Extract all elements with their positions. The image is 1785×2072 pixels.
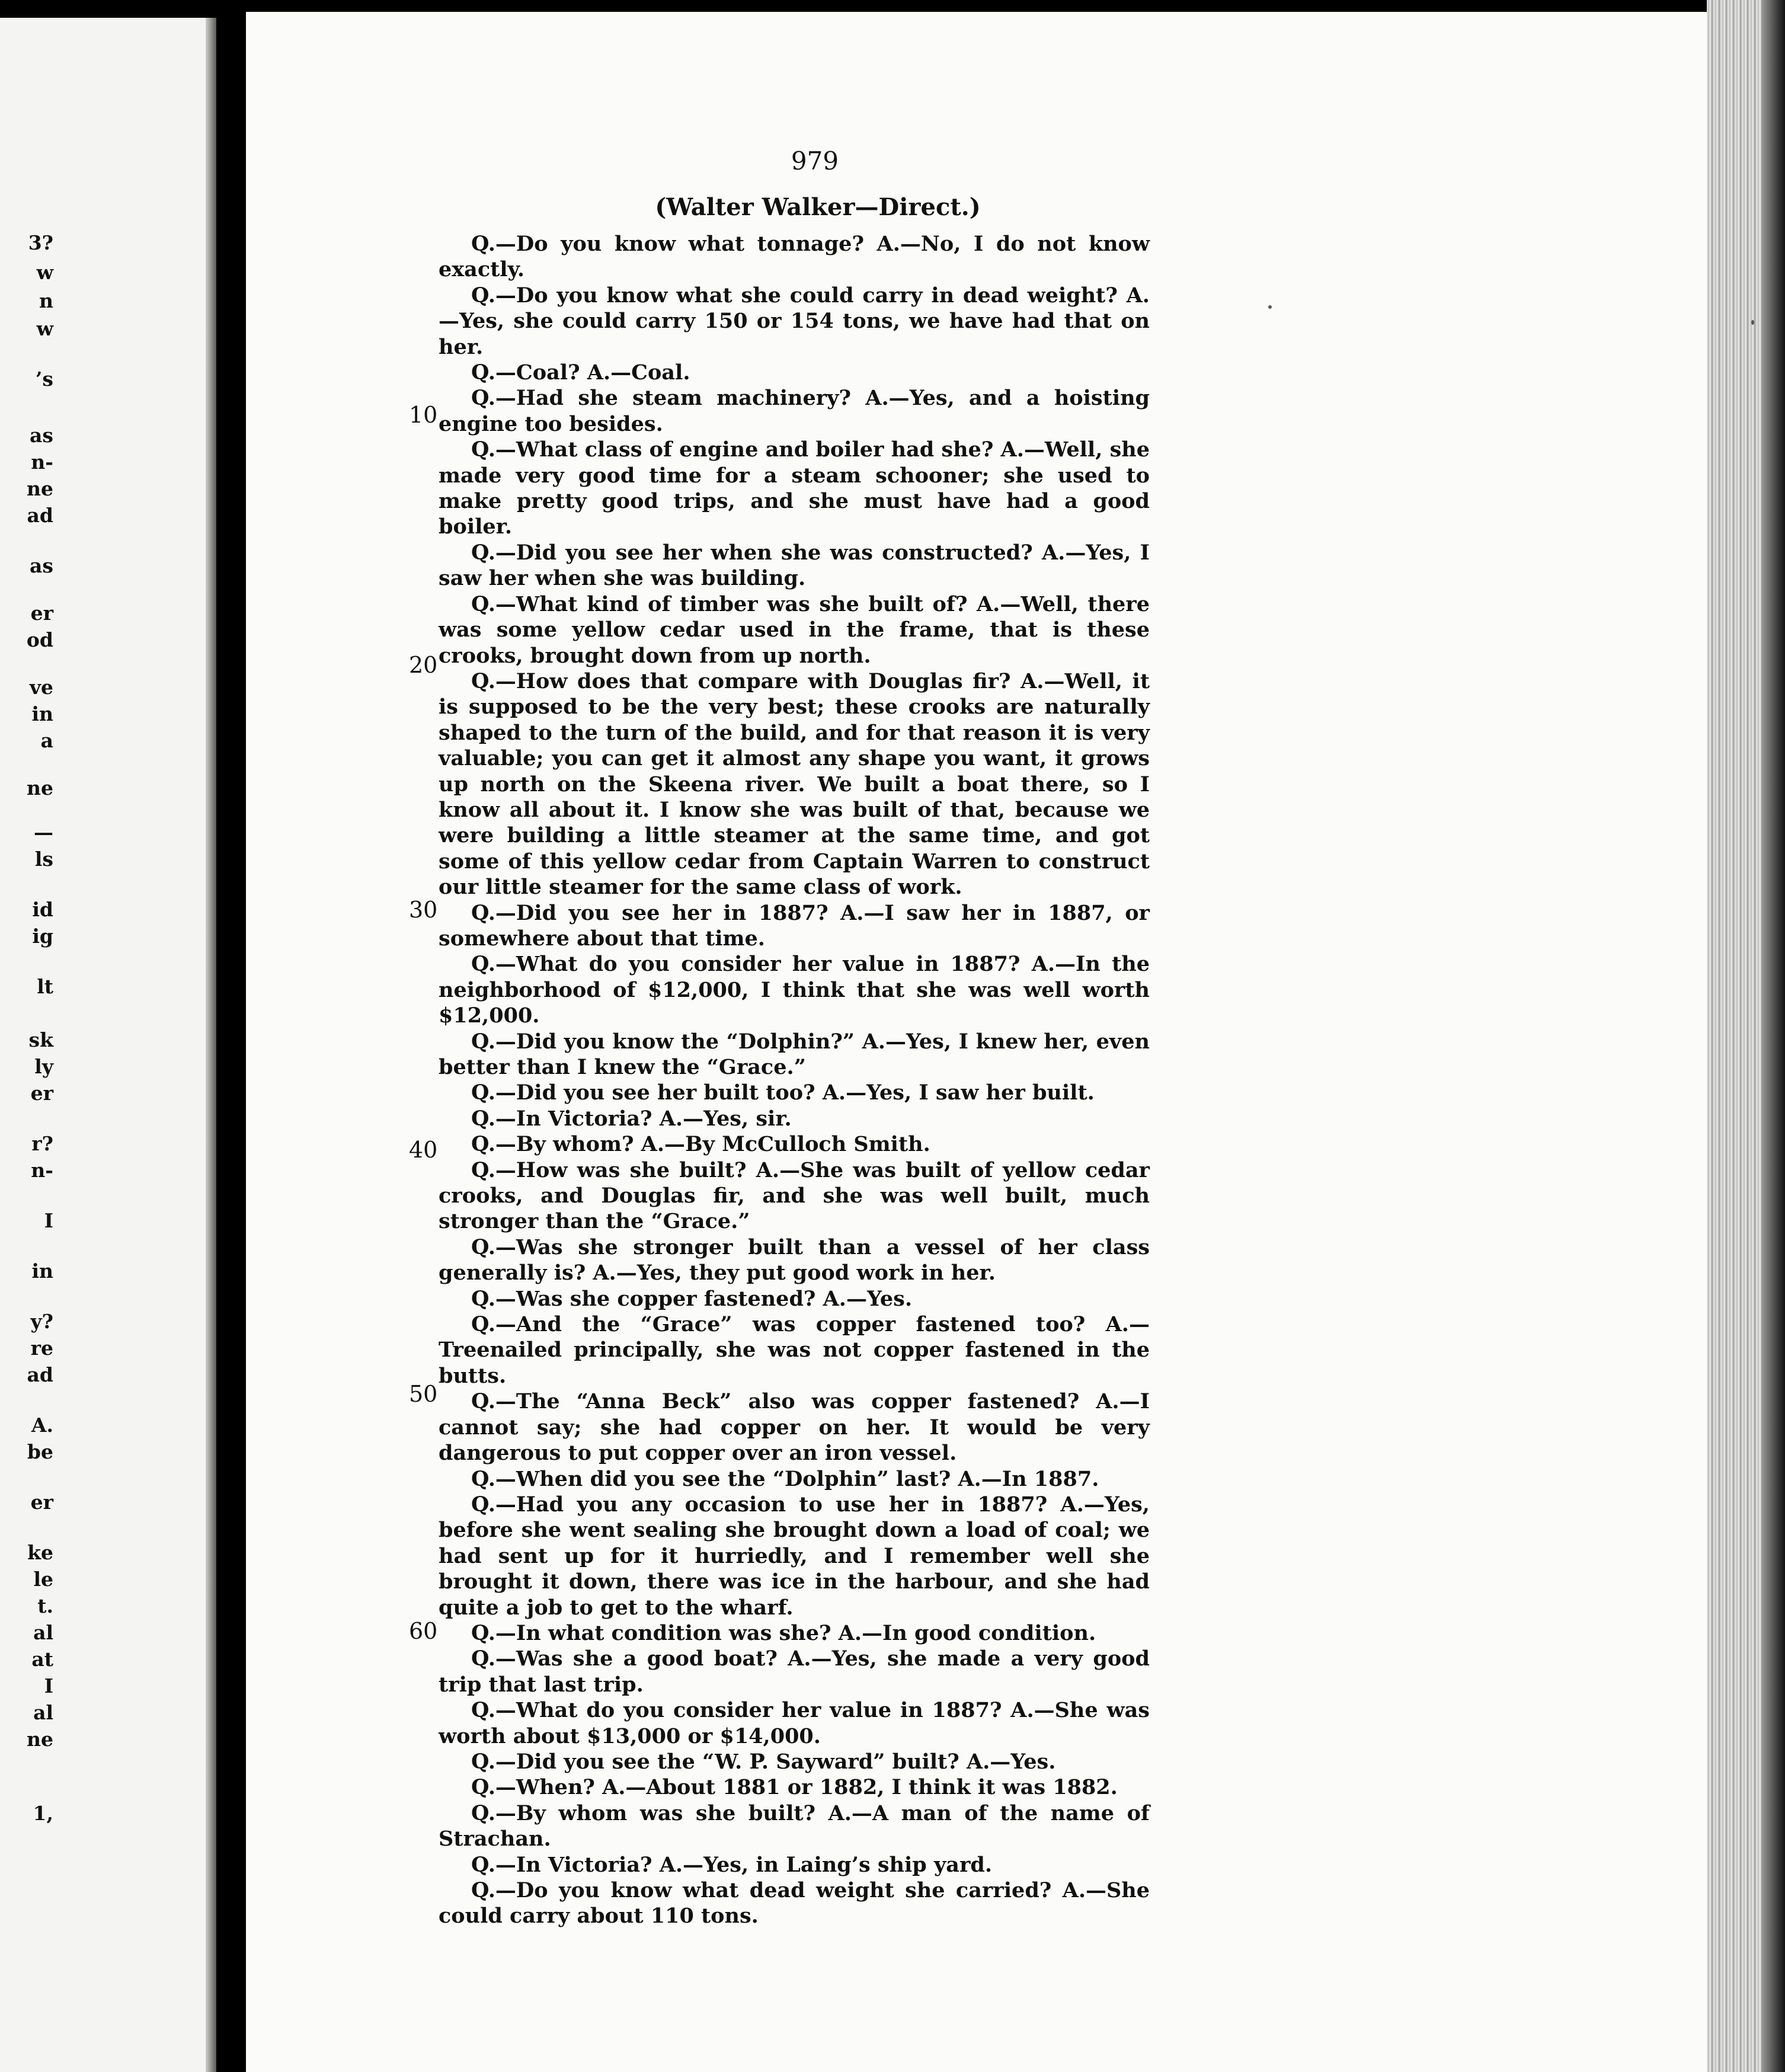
facing-page-fragment: od xyxy=(26,628,53,651)
facing-page-fragment: in xyxy=(31,1259,53,1283)
facing-page-fragment: ad xyxy=(27,504,53,527)
facing-page-fragment: ad xyxy=(27,1363,53,1386)
facing-page-fragment: be xyxy=(27,1440,53,1463)
testimony-paragraph: Q.—What kind of timber was she built of? A.—Well, there was some yellow cedar used in the frame, that is these crooks, brought down from up north. xyxy=(439,591,1150,668)
facing-page-fragment: t. xyxy=(37,1594,53,1617)
line-number: 40 xyxy=(409,1137,438,1163)
testimony-paragraph: Q.—Did you see her built too? A.—Yes, I saw her built. xyxy=(471,1080,1095,1105)
testimony-paragraph: Q.—By whom was she built? A.—A man of the name of Strachan. xyxy=(439,1801,1150,1852)
facing-page-fragment: ls xyxy=(34,848,53,871)
facing-page-fragment: in xyxy=(31,702,53,725)
facing-page-fragment: le xyxy=(33,1568,53,1591)
page-number: 979 xyxy=(791,146,839,175)
testimony-paragraph: Q.—Had you any occasion to use her in 1887? A.—Yes, before she went sealing she brought down a load of coal; we had sent up for it hurriedly, and I remember well she brought it down, there was ice in the harbour, and she had quite a job to get to the wharf. xyxy=(439,1492,1150,1620)
testimony-paragraph: Q.—In Victoria? A.—Yes, sir. xyxy=(471,1106,792,1131)
facing-page-fragment: ne xyxy=(27,1728,53,1751)
line-number: 30 xyxy=(409,897,438,923)
facing-page-fragment: ig xyxy=(32,925,53,948)
testimony-paragraph: Q.—And the “Grace” was copper fastened too? A.—Treenailed principally, she was not copper fastened in the butts. xyxy=(439,1312,1150,1388)
testimony-paragraph: Q.—Was she copper fastened? A.—Yes. xyxy=(471,1286,913,1311)
facing-page-fragment: as xyxy=(30,424,53,447)
testimony-paragraph: Q.—Had she steam machinery? A.—Yes, and a hoisting engine too besides. xyxy=(439,386,1150,436)
testimony-paragraph: Q.—Do you know what she could carry in dead weight? A.—Yes, she could carry 150 or 154 tons, we have had that on her. xyxy=(439,283,1150,359)
facing-page-fragment: ’s xyxy=(35,367,53,391)
facing-page-fragment: ne xyxy=(27,776,53,800)
testimony-paragraph: Q.—Was she a good boat? A.—Yes, she made a very good trip that last trip. xyxy=(439,1646,1150,1697)
facing-page-fragment: y? xyxy=(30,1310,53,1333)
line-number: 20 xyxy=(409,652,438,678)
line-number: 50 xyxy=(409,1381,438,1407)
facing-page-fragment: er xyxy=(30,602,53,625)
testimony-paragraph: Q.—Coal? A.—Coal. xyxy=(471,360,690,385)
testimony-paragraph: Q.—Did you know the “Dolphin?” A.—Yes, I knew her, even better than I knew the “Grace.” xyxy=(439,1029,1150,1079)
book-fore-edge xyxy=(1707,0,1785,2072)
facing-page-fragment: n- xyxy=(31,1159,53,1182)
facing-page-fragment: — xyxy=(34,821,53,844)
facing-page-fragment: id xyxy=(32,898,53,921)
facing-page-fragment: re xyxy=(30,1336,53,1360)
testimony-paragraph: Q.—When? A.—About 1881 or 1882, I think it was 1882. xyxy=(471,1775,1118,1800)
facing-page-fragment: ke xyxy=(27,1541,53,1564)
testimony-paragraph: Q.—By whom? A.—By McCulloch Smith. xyxy=(471,1132,930,1157)
facing-page-fragment: I xyxy=(44,1209,53,1232)
testimony-paragraph: Q.—How was she built? A.—She was built of yellow cedar crooks, and Douglas fir, and she was well built, much stronger than the “Grace.” xyxy=(439,1157,1150,1234)
facing-page-fragment: sk xyxy=(28,1028,53,1051)
testimony-text xyxy=(439,231,1150,1929)
facing-page-fragment: w xyxy=(36,317,53,340)
facing-page-fragment: r? xyxy=(31,1132,53,1155)
testimony-paragraph: Q.—Do you know what dead weight she carried? A.—She could carry about 110 tons. xyxy=(439,1878,1150,1929)
testimony-paragraph: Q.—Do you know what tonnage? A.—No, I do not know exactly. xyxy=(439,232,1150,282)
facing-page-fragment: ne xyxy=(27,477,53,500)
facing-page-fragment: 3? xyxy=(28,231,53,254)
facing-page-fragment: A. xyxy=(31,1414,53,1437)
facing-page-fragment: I xyxy=(44,1674,53,1697)
testimony-paragraph: Q.—Did you see the “W. P. Sayward” built? A.—Yes. xyxy=(471,1749,1056,1774)
testimony-paragraph: Q.—In what condition was she? A.—In good condition. xyxy=(471,1620,1096,1645)
facing-page-fragment: al xyxy=(33,1701,53,1724)
testimony-paragraph: Q.—Was she stronger built than a vessel of her class generally is? A.—Yes, they put good work in her. xyxy=(439,1235,1150,1286)
testimony-paragraph: Q.—Did you see her in 1887? A.—I saw her in 1887, or somewhere about that time. xyxy=(439,900,1150,951)
facing-page-fragment: w xyxy=(36,261,53,284)
facing-page-fragment: lt xyxy=(37,975,53,998)
facing-page-fragment: er xyxy=(30,1491,53,1514)
facing-page-fragment: ly xyxy=(34,1055,53,1078)
facing-page-strip xyxy=(0,18,216,2072)
facing-page-fragment: as xyxy=(30,554,53,577)
testimony-paragraph: Q.—The “Anna Beck” also was copper fastened? A.—I cannot say; she had copper on her. It would be very dangerous to put copper over an iron vessel. xyxy=(439,1389,1150,1466)
facing-page-fragment: 1, xyxy=(33,1802,53,1825)
facing-page-fragment: a xyxy=(40,729,53,752)
testimony-paragraph: Q.—What do you consider her value in 1887? A.—She was worth about $13,000 or $14,000. xyxy=(439,1698,1150,1748)
facing-page-edge xyxy=(206,18,216,2072)
testimony-paragraph: Q.—How does that compare with Douglas fir? A.—Well, it is supposed to be the very best; these crooks are naturally shaped to the turn of the build, and for that reason it is very valuable; you can get it almost any shape you want, it grows up north on the Skeena river. We built a boat there, so I know all about it. I know she was built of that, because we were building a little steamer at the same time, and got some of this yellow cedar from Captain Warren to construct our little steamer for the same class of work. xyxy=(439,669,1150,900)
facing-page-fragment: ve xyxy=(29,676,53,699)
testimony-paragraph: Q.—In Victoria? A.—Yes, in Laing’s ship yard. xyxy=(471,1852,993,1877)
testimony-paragraph: Q.—When did you see the “Dolphin” last? A.—In 1887. xyxy=(471,1466,1099,1491)
line-number: 10 xyxy=(409,402,438,428)
line-number: 60 xyxy=(409,1618,438,1644)
page-speck xyxy=(1268,305,1272,309)
page-speck xyxy=(1751,320,1754,325)
testimony-paragraph: Q.—What do you consider her value in 1887? A.—In the neighborhood of $12,000, I think that she was well worth $12,000. xyxy=(439,952,1150,1028)
facing-page-fragment: er xyxy=(30,1082,53,1105)
running-head: (Walter Walker—Direct.) xyxy=(655,193,981,221)
testimony-paragraph: Q.—What class of engine and boiler had she? A.—Well, she made very good time for a steam schooner; she used to make pretty good trips, and she must have had a good boiler. xyxy=(439,437,1150,539)
facing-page-fragment: al xyxy=(33,1621,53,1644)
facing-page-fragment: at xyxy=(31,1648,53,1671)
facing-page-fragment: n- xyxy=(31,450,53,474)
testimony-paragraph: Q.—Did you see her when she was constructed? A.—Yes, I saw her when she was building. xyxy=(439,540,1150,591)
facing-page-fragment: n xyxy=(39,289,53,312)
